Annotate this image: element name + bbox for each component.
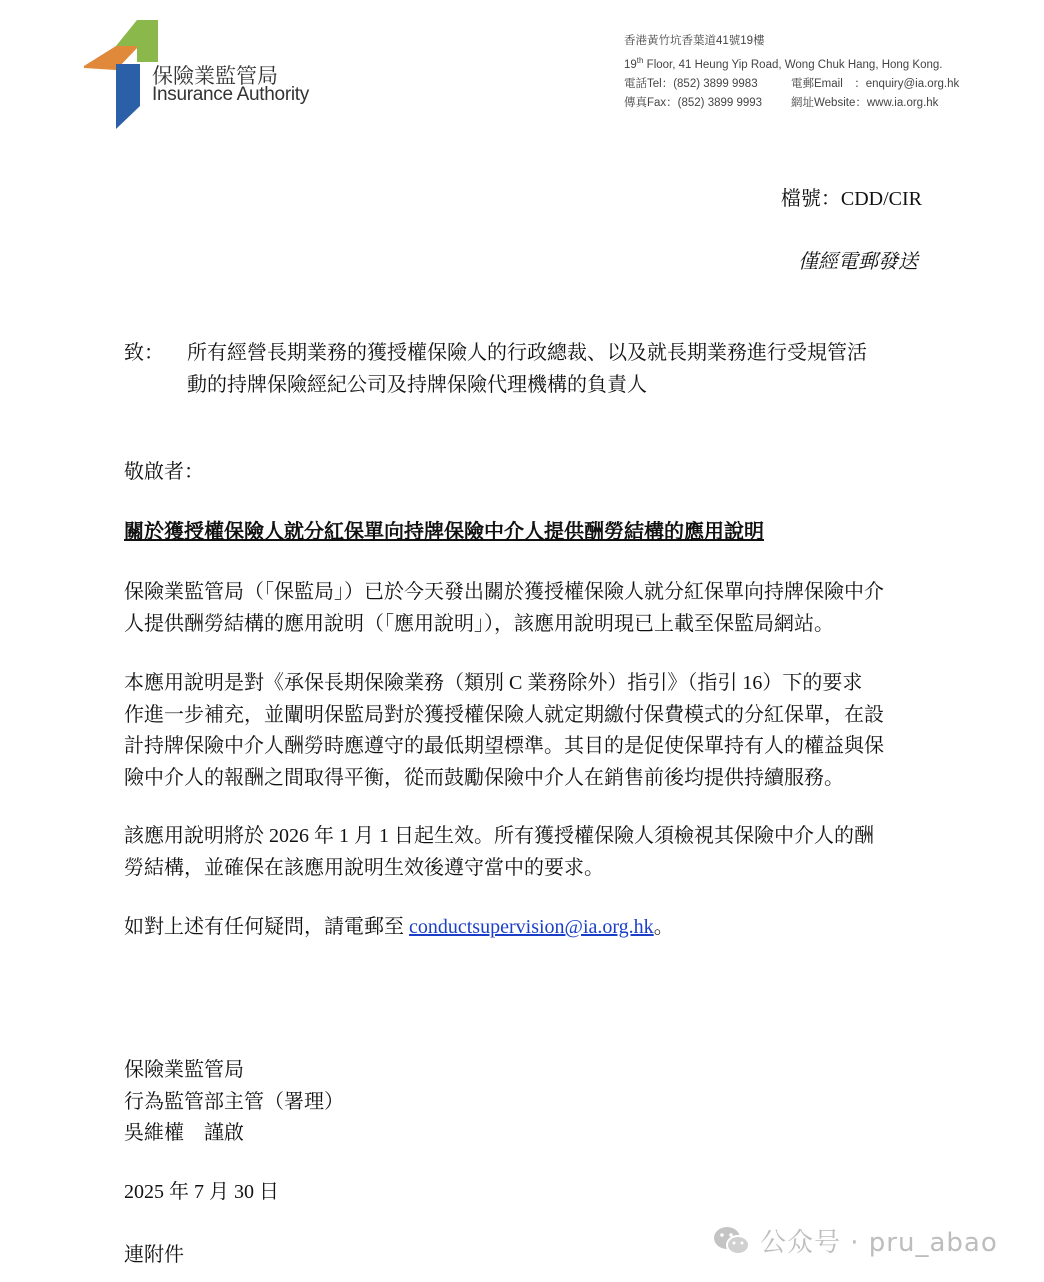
paragraph-line: 保險業監管局（「保監局」）已於今天發出關於獲授權保險人就分紅保單向持牌保險中介	[124, 581, 884, 603]
subject-title: 關於獲授權保險人就分紅保單向持牌保險中介人提供酬勞結構的應用說明	[124, 521, 764, 543]
paragraph-line: 作進一步補充，並闡明保監局對於獲授權保險人就定期繳付保費模式的分紅保單，在設	[124, 703, 884, 726]
fax: 傳真Fax：(852) 3899 9993	[624, 96, 763, 109]
paragraph-line: 計持牌保險中介人酬勞時應遵守的最低期望標準。其目的是促使保單持有人的權益與保	[124, 735, 884, 757]
paragraph-line: 本應用說明是對《承保長期保險業務（類別 C 業務除外）指引》（指引 16）下的要求	[124, 672, 863, 694]
wechat-icon	[712, 1225, 752, 1257]
floor-suffix: th	[636, 56, 644, 65]
recipient-line: 動的持牌保險經紀公司及持牌保險代理機構的負責人	[187, 373, 647, 396]
org-name-zh: 保險業監管局	[152, 64, 278, 88]
ia-logo	[82, 18, 332, 130]
recipient-line: 所有經營長期業務的獲授權保險人的行政總裁、以及就長期業務進行受規管活	[187, 342, 867, 364]
recipient	[187, 338, 867, 401]
paragraph-line: 人提供酬勞結構的應用說明（「應用說明」），該應用說明現已上載至保監局網站。	[124, 612, 834, 635]
contact-row-2	[624, 94, 959, 113]
letterhead-address	[624, 32, 959, 113]
contact-suffix: 。	[653, 916, 674, 938]
floor-number: 19	[624, 58, 637, 71]
address-en	[624, 51, 959, 75]
signature-name: 吳維權 謹啟	[124, 1122, 244, 1144]
signature-title: 行為監管部主管（署理）	[124, 1090, 344, 1113]
salutation: 敬啟者：	[124, 461, 204, 483]
email: 電郵Email ：enquiry@ia.org.hk	[791, 77, 960, 90]
address-zh: 香港黃竹坑香葉道41號19樓	[624, 35, 765, 47]
paragraph-line: 勞結構，並確保在該應用說明生效後遵守當中的要求。	[124, 856, 604, 879]
paragraph-line: 險中介人的報酬之間取得平衡，從而鼓勵保險中介人在銷售前後均提供持續服務。	[124, 766, 844, 789]
tel: 電話Tel：(852) 3899 9983	[624, 77, 758, 90]
contact-email-link[interactable]: conductsupervision@ia.org.hk	[409, 916, 654, 938]
paragraph-2	[124, 668, 884, 794]
recipient-label: 致：	[124, 342, 164, 364]
watermark	[712, 1222, 998, 1259]
address-en-rest: Floor, 41 Heung Yip Road, Wong Chuk Hang, Hong Kong.	[643, 58, 943, 71]
website: 網址Website：www.ia.org.hk	[791, 96, 939, 109]
delivery-note: 僅經電郵發送	[798, 251, 918, 273]
letter-date: 2025 年 7 月 30 日	[124, 1181, 279, 1203]
signature-block	[124, 1055, 344, 1150]
watermark-text: 公众号 · pru_abao	[760, 1228, 998, 1258]
paragraph-line: 該應用說明將於 2026 年 1 月 1 日起生效。所有獲授權保險人須檢視其保險中介人的酬	[124, 825, 874, 847]
contact-row-1	[624, 75, 959, 94]
paragraph-1	[124, 577, 884, 640]
paragraph-3	[124, 821, 874, 884]
org-name-en: Insurance Authority	[152, 84, 309, 105]
signature-org: 保險業監管局	[124, 1059, 244, 1081]
enclosure-note: 連附件	[124, 1244, 184, 1266]
contact-prefix: 如對上述有任何疑問，請電郵至	[124, 916, 409, 938]
contact-paragraph	[124, 912, 674, 944]
file-reference: 檔號：CDD/CIR	[780, 188, 922, 210]
ia-logo-mark	[82, 18, 162, 130]
